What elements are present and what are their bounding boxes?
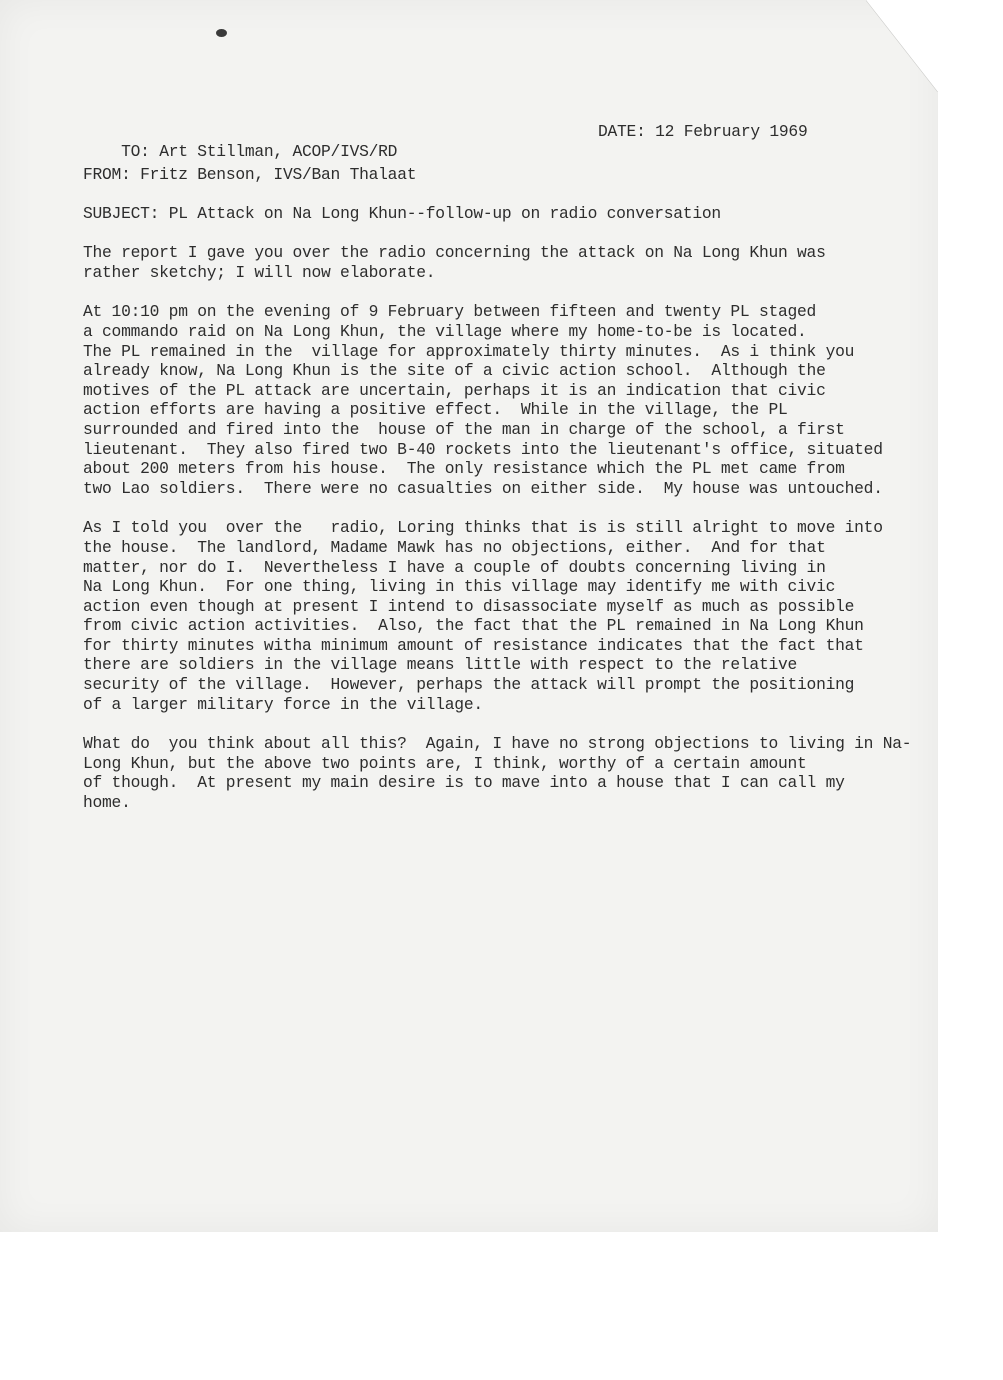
text-line: As I told you over the radio, Loring thinks that is is still alright to move into [83,518,883,538]
text-line: action efforts are having a positive effect. While in the village, the PL [83,400,788,420]
text-line: action even though at present I intend to disassociate myself as much as possible [83,596,855,616]
subject-value: PL Attack on Na Long Khun--follow-up on radio conversation [168,203,721,223]
date-label: DATE: [598,122,646,141]
text-line: lieutenant. They also fired two B-40 rockets into the lieutenant's office, situated [83,439,883,459]
text-line: Long Khun, but the above two points are, I think, worthy of a certain amount [83,753,807,773]
text-line: of a larger military force in the village. [83,694,483,714]
from-value: Fritz Benson, IVS/Ban Thalaat [140,165,417,184]
text-line: from civic action activities. Also, the fact that the PL remained in Na Long Khun [83,616,864,636]
text-line: Na Long Khun. For one thing, living in this village may identify me with civic [83,577,836,597]
text-line: the house. The landlord, Madame Mawk has no objections, either. And for that [83,537,826,557]
text-line: The report I gave you over the radio concerning the attack on Na Long Khun was [83,243,826,263]
text-line: What do you think about all this? Again, I have no strong objections to living in Na- [83,734,912,754]
text-line: security of the village. However, perhaps the attack will prompt the positioning [83,675,855,695]
to-label: TO: [121,141,150,161]
paragraph-radio-report [83,243,918,282]
from-label: FROM: [83,165,131,184]
text-line: two Lao soldiers. There were no casualties on either side. My house was untouched. [83,478,883,498]
text-line: already know, Na Long Khun is the site of a civic action school. Although the [83,361,826,381]
text-line: home. [83,793,131,813]
text-line: about 200 meters from his house. The only resistance which the PL met came from [83,459,845,479]
text-line: of though. At present my main desire is to mave into a house that I can call my [83,773,845,793]
paragraph-closing [83,734,918,812]
from-line [83,165,918,185]
paragraph-attack-details [83,302,918,498]
text-line: for thirty minutes witha minimum amount of resistance indicates that the fact that [83,635,864,655]
text-line: rather sketchy; I will now elaborate. [83,262,436,282]
ink-speck [216,29,227,37]
memo-document [83,122,918,813]
text-line: matter, nor do I. Nevertheless I have a couple of doubts concerning living in [83,557,826,577]
text-line: a commando raid on Na Long Khun, the village where my home-to-be is located. [83,321,807,341]
paragraph-doubts [83,518,918,714]
subject-line [83,204,918,224]
text-line: there are soldiers in the village means little with respect to the relative [83,655,798,675]
to-line [83,122,918,161]
date-field [598,122,807,142]
to-value: Art Stillman, ACOP/IVS/RD [159,141,398,161]
subject-label: SUBJECT: [83,203,160,223]
text-line: The PL remained in the village for approximately thirty minutes. As i think you [83,341,855,361]
folded-corner [866,0,938,92]
date-value: 12 February 1969 [655,122,808,141]
text-line: At 10:10 pm on the evening of 9 February between fifteen and twenty PL staged [83,302,817,322]
text-line: motives of the PL attack are uncertain, perhaps it is an indication that civic [83,380,826,400]
text-line: surrounded and fired into the house of the man in charge of the school, a first [83,419,845,439]
